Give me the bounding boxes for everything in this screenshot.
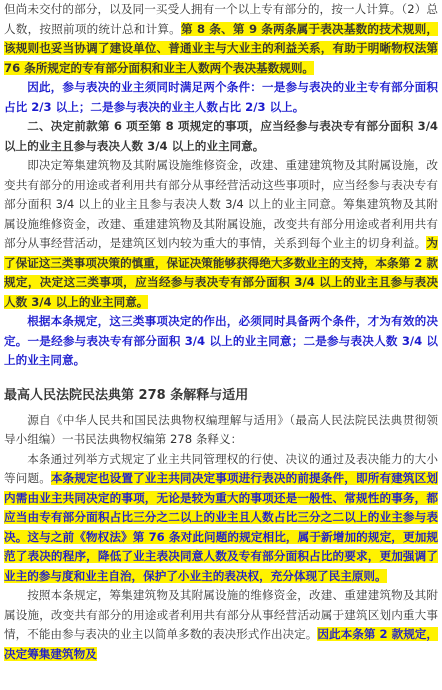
p6-highlight-text: 本条规定也设置了业主共同决定事项进行表决的前提条件，即所有建筑区划内需由业主共同决定的事项，无论是较为重大的事项还是一般性、常规性的事务，都应当由专有部分面积占比三分之二以上的业主且人数占比三分之二以上的业主参与表决。这与之前《物权法》第 76 条对此问题的规定相比，属于新增加的规定，更加规范了表决的程序，降低了业主表决同意人数及专有部分面积占比的要求，更加强调了业主的参与度和业主自治，保护了小业主的表决权，充分体现了民主原则。 <box>4 471 438 583</box>
p3-bold-text: 二、决定前款第 6 项至第 8 项规定的事项，应当经参与表决专有部分面积 3/4 以上的业主且参与表决人数 3/4 以上的业主同意。 <box>4 119 438 153</box>
paragraph-6 <box>4 450 438 587</box>
p5-blue-text: 根据本条规定，这三类事项决定的作出，必须同时具备两个条件，才为有效的决定。一是经参与表决专有部分面积 3/4 以上的业主同意；二是参与表决人数 3/4 以上的业主同意。 <box>4 314 438 367</box>
p4-highlight-text: 为了保证这三类事项决策的慎重，保证决策能够获得绝大多数业主的支持，本条第 2 款规定，决定这三类事项，应当经参与表决专有部分面积 3/4 以上的业主且参与表决人数 3/4 以上的业主同意。 <box>4 236 438 309</box>
source-text: 源自《中华人民共和国民法典物权编理解与适用》（最高人民法院民法典贯彻领导小组编）一书民法典物权编第 278 条释义： <box>4 412 438 446</box>
p2-blue-text: 因此，参与表决的业主须同时满足两个条件：一是参与表决的业主专有部分面积占比 2/3 以上；二是参与表决的业主人数占比 2/3 以上。 <box>4 80 438 114</box>
p7-highlight-text: 因此本条第 2 款规定，决定筹集建筑物及 <box>4 627 439 661</box>
p6-plain-text: 本条通过列举方式规定了业主共同管理权的行使、决议的通过及表决能力的大小等问题。 <box>4 451 438 485</box>
p7-plain-text: 按照本条规定，筹集建筑物及其附属设施的维修资金，改建、重建建筑物及其附属设施，改变共有部分的用途或者利用共有部分从事经营活动属于建筑区划内重大事情，不能由参与表决的业主以简单多数的表决形式作出决定。 <box>4 588 438 641</box>
paragraph-5 <box>4 312 438 371</box>
paragraph-4 <box>4 156 438 312</box>
p1-highlight-text: 第 8 条、第 9 条两条属于表决基数的技术规则，该规则也妥当协调了建设单位、普通业主与大业主的利益关系，有助于明晰物权法第 76 条所规定的专有部分面积和业主人数两个表决基数规则。 <box>4 21 438 75</box>
p4-plain-text: 即决定筹集建筑物及其附属设施维修资金，改建、重建建筑物及其附属设施，改变共有部分的用途或者利用共有部分从事经营活动这些事项时，应当经参与表决专有部分面积 3/4 以上的业主且参与表决人数 3/4 以上的业主同意。筹集建筑物及其附属设施维修资金，改建、重建建筑物及其附属设施，改变共有部分用途或者利用共有部分从事经营活动，是建筑区划内较为重大的事情，关系到每个业主的切身利益。 <box>4 158 438 250</box>
paragraph-7 <box>4 586 438 664</box>
p1-plain-text: 但尚未交付的部分，以及同一买受人拥有一个以上专有部分的，按一人计算。（2）总人数，按照前项的统计总和计算。 <box>4 2 438 36</box>
paragraph-3 <box>4 117 438 156</box>
paragraph-2 <box>4 78 438 117</box>
section-heading: 最高人民法院民法典第 278 条解释与适用 <box>4 387 249 403</box>
paragraph-1 <box>4 0 438 78</box>
source-paragraph <box>4 411 438 450</box>
